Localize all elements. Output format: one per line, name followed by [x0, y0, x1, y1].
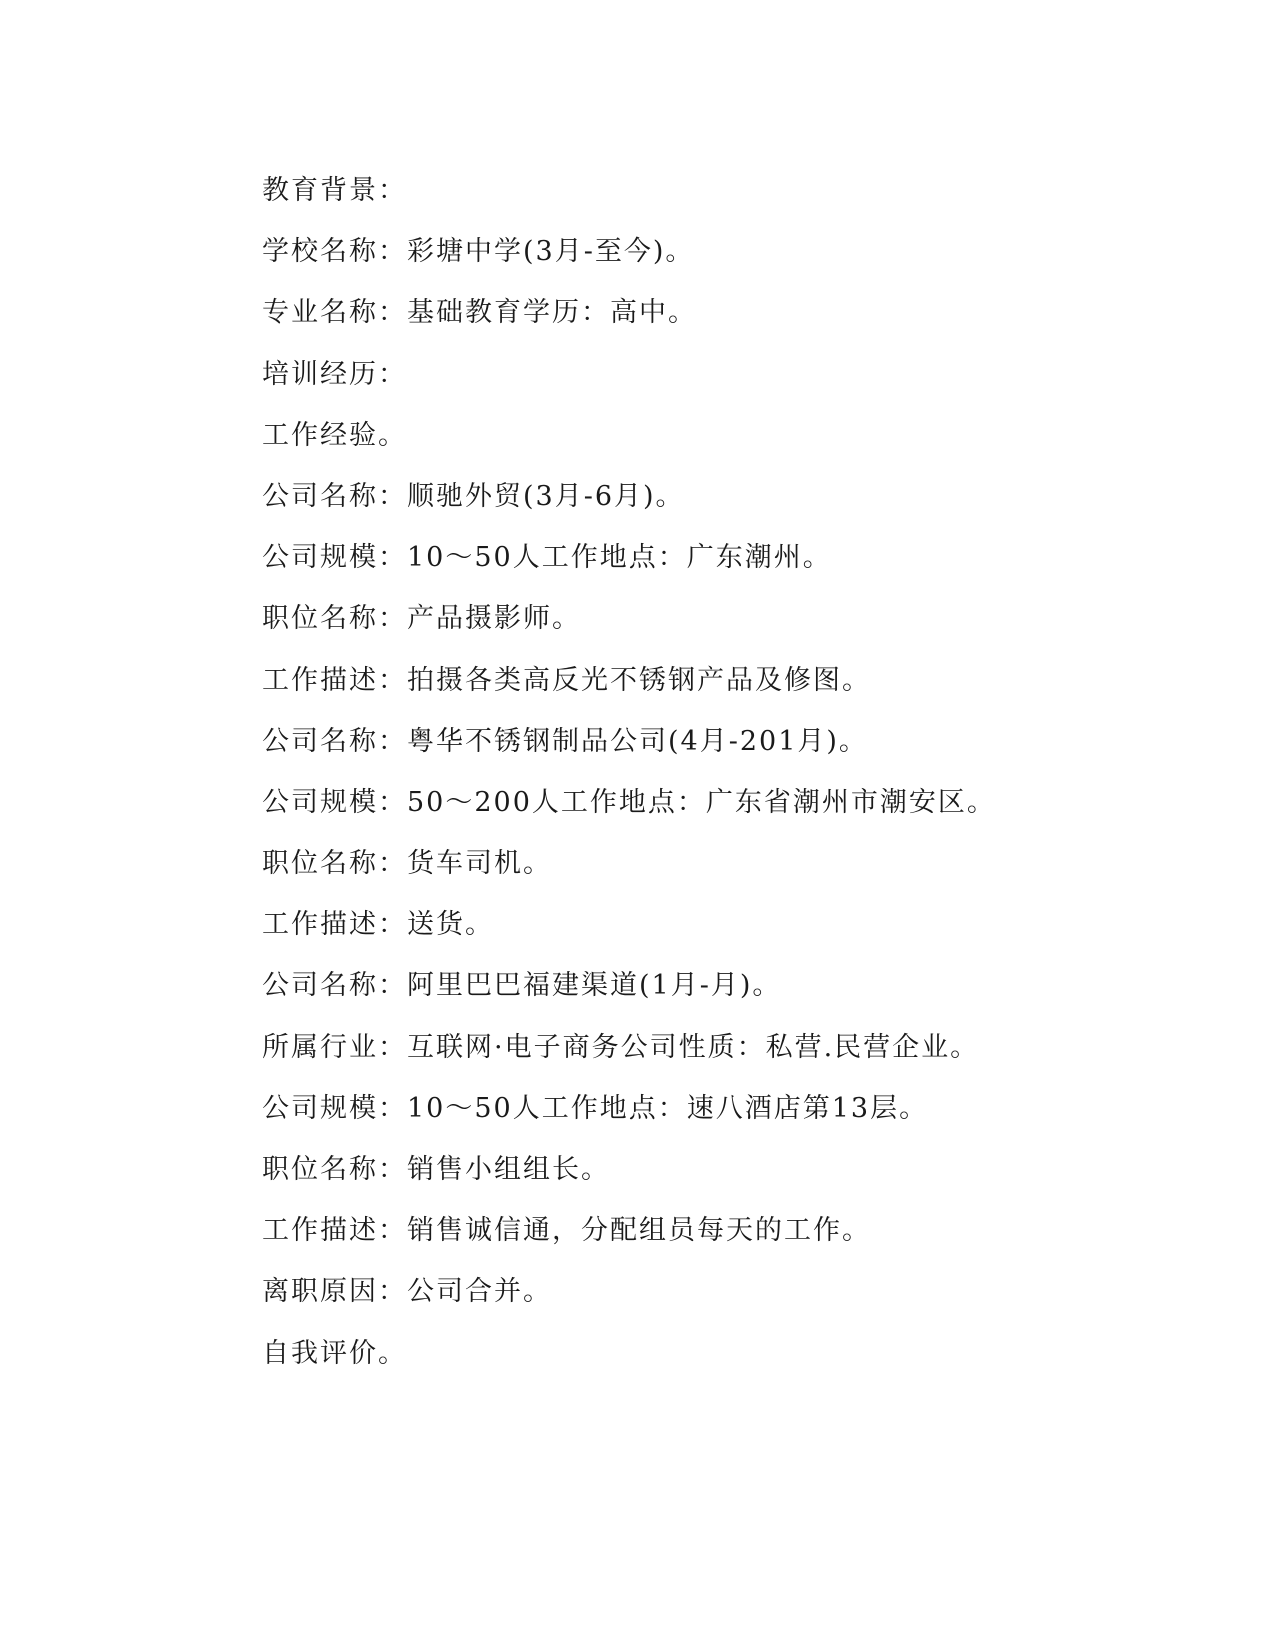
resume-body	[262, 160, 1162, 1384]
company-size-location-line: 公司规模：50～200人工作地点：广东省潮州市潮安区。	[262, 786, 996, 818]
industry-nature-line: 所属行业：互联网·电子商务公司性质：私营.民营企业。	[262, 1031, 980, 1063]
company-name-line: 公司名称：顺驰外贸(3月-6月)。	[262, 480, 685, 512]
section-heading-education: 教育背景：	[262, 175, 407, 206]
position-title-line: 职位名称：销售小组组长。	[262, 1154, 610, 1185]
major-degree-line: 专业名称：基础教育学历：高中。	[262, 297, 697, 329]
leaving-reason-line: 离职原因：公司合并。	[262, 1276, 552, 1308]
job-description-line: 工作描述：送货。	[262, 909, 494, 941]
company-name-line: 公司名称：粤华不锈钢制品公司(4月-201月)。	[262, 725, 868, 757]
school-name-line: 学校名称：彩塘中学(3月-至今)。	[262, 236, 695, 268]
company-size-location-line: 公司规模：10～50人工作地点：速八酒店第13层。	[262, 1092, 929, 1124]
company-size-location-line: 公司规模：10～50人工作地点：广东潮州。	[262, 542, 832, 574]
position-title-line: 职位名称：货车司机。	[262, 848, 552, 880]
section-heading-self-evaluation: 自我评价。	[262, 1337, 407, 1369]
section-heading-work-experience: 工作经验。	[262, 419, 407, 451]
position-title-line: 职位名称：产品摄影师。	[262, 603, 581, 635]
company-name-line: 公司名称：阿里巴巴福建渠道(1月-月)。	[262, 970, 782, 1002]
job-description-line: 工作描述：销售诚信通，分配组员每天的工作。	[262, 1215, 871, 1247]
section-heading-training: 培训经历：	[262, 358, 407, 390]
job-description-line: 工作描述：拍摄各类高反光不锈钢产品及修图。	[262, 664, 871, 696]
